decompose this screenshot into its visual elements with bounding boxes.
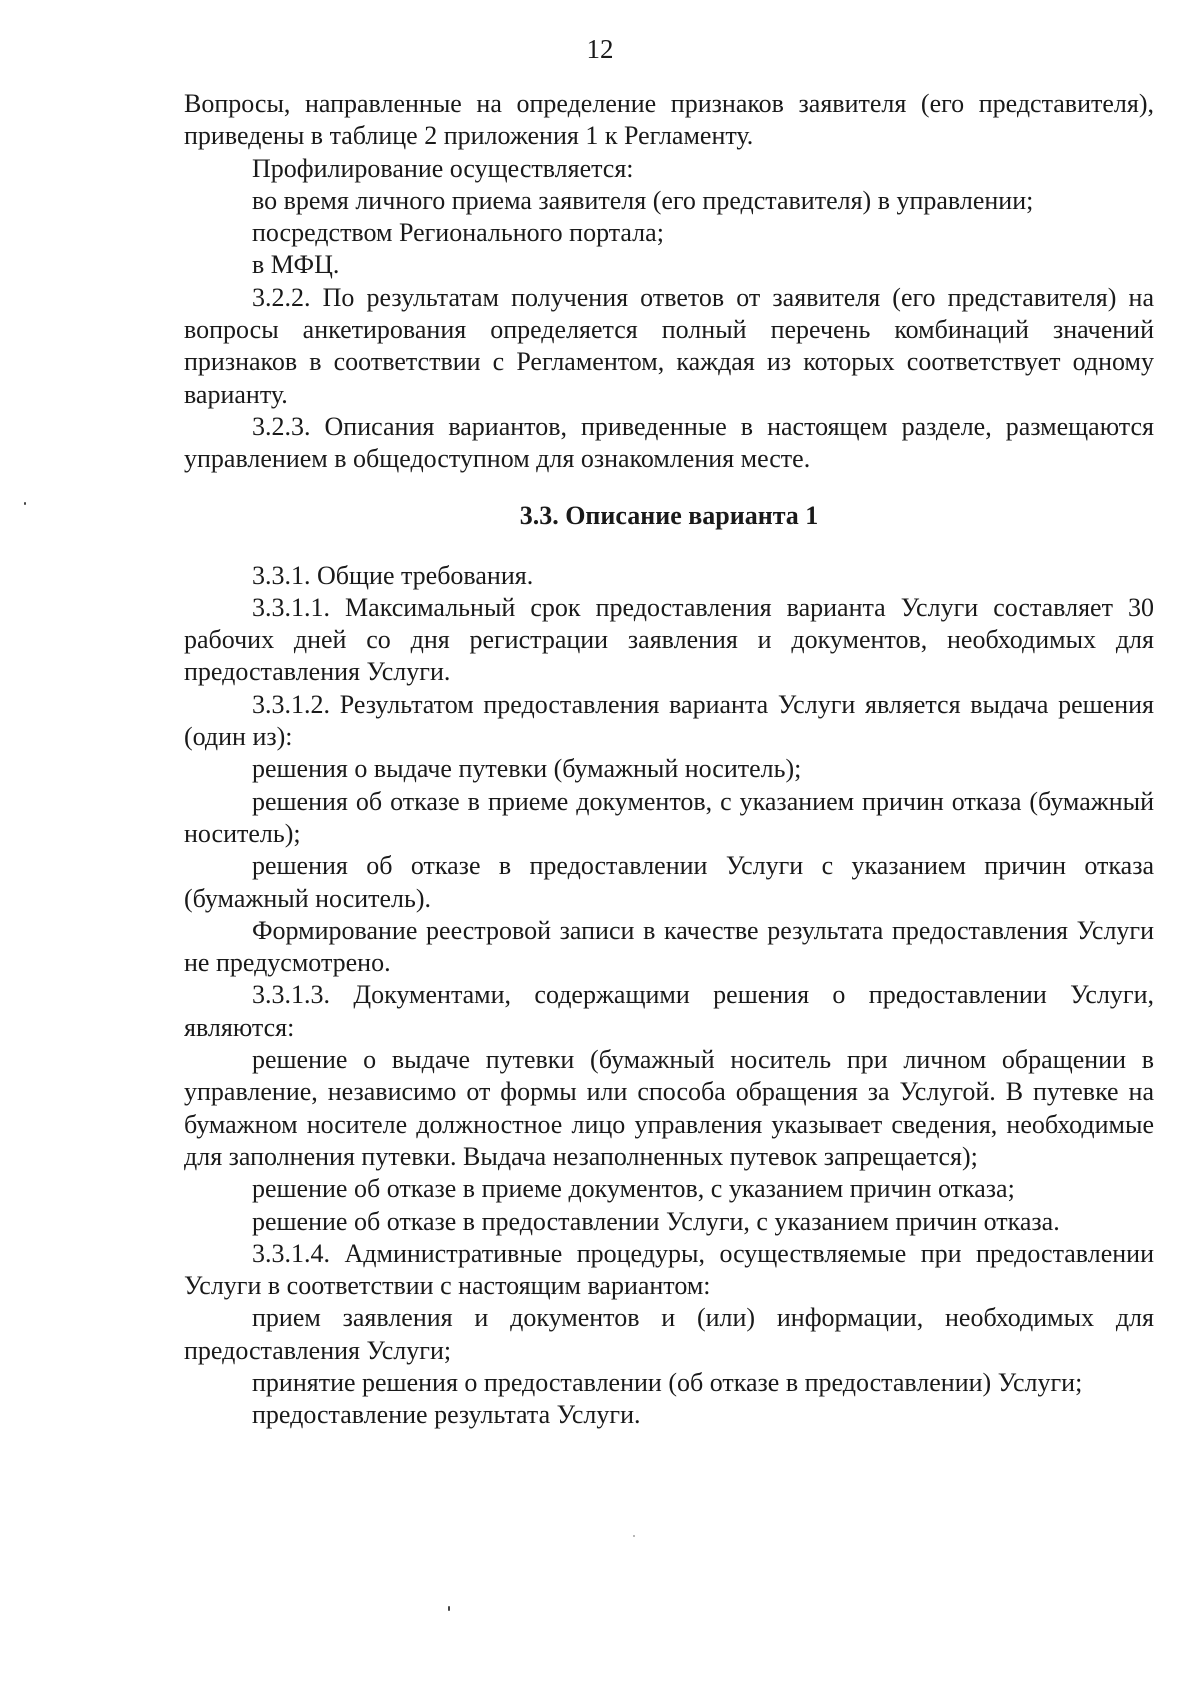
- scan-speck: [633, 1535, 635, 1537]
- paragraph: 3.3.1.1. Максимальный срок предоставления варианта Услуги составляет 30 рабочих дней со дня регистрации заявления и документов, необходимых для предоставления Услуги.: [184, 592, 1154, 687]
- paragraph: 3.3.1. Общие требования.: [252, 560, 534, 590]
- list-item: решения об отказе в приеме документов, с указанием причин отказа (бумажный носитель);: [184, 786, 1154, 848]
- paragraph: Профилирование осуществляется:: [252, 153, 634, 183]
- list-item: решение об отказе в приеме документов, с указанием причин отказа;: [252, 1174, 1015, 1204]
- paragraph: 3.3.1.3. Документами, содержащими решения о предоставлении Услуги, являются:: [184, 980, 1154, 1042]
- list-item: решения об отказе в предоставлении Услуги с указанием причин отказа (бумажный носитель).: [184, 851, 1154, 913]
- paragraph: 3.2.3. Описания вариантов, приведенные в настоящем разделе, размещаются управлением в общедоступном для ознакомления месте.: [184, 411, 1154, 474]
- list-item: принятие решения о предоставлении (об отказе в предоставлении) Услуги;: [252, 1367, 1083, 1397]
- document-body: [184, 88, 1154, 1432]
- paragraph: 3.3.1.4. Административные процедуры, осуществляемые при предоставлении Услуги в соответствии с настоящим вариантом:: [184, 1238, 1154, 1301]
- scan-speck: [448, 1606, 450, 1611]
- paragraph: Вопросы, направленные на определение признаков заявителя (его представителя), приведены в таблице 2 приложения 1 к Регламенту.: [184, 89, 1154, 151]
- section-heading: 3.3. Описание варианта 1: [519, 500, 819, 530]
- paragraph: Формирование реестровой записи в качестве результата предоставления Услуги не предусмотрено.: [184, 915, 1154, 978]
- page-number: 12: [586, 34, 614, 64]
- list-item: решение о выдаче путевки (бумажный носитель при личном обращении в управление, независимо от формы или способа обращения за Услугой. В путевке на бумажном носителе должностное лицо управления указывает сведения, необходимые для заполнения путевки. Выдача незаполненных путевок запрещается);: [184, 1045, 1154, 1171]
- list-item: в МФЦ.: [252, 250, 340, 280]
- list-item: решение об отказе в предоставлении Услуги, с указанием причин отказа.: [252, 1206, 1060, 1236]
- list-item: решения о выдаче путевки (бумажный носитель);: [252, 754, 802, 784]
- paragraph: 3.3.1.2. Результатом предоставления варианта Услуги является выдача решения (один из):: [184, 689, 1154, 752]
- scan-speck: [24, 502, 26, 505]
- list-item: прием заявления и документов и (или) информации, необходимых для предоставления Услуги;: [184, 1303, 1154, 1365]
- list-item: во время личного приема заявителя (его представителя) в управлении;: [252, 185, 1034, 215]
- list-item: предоставление результата Услуги.: [252, 1400, 641, 1430]
- paragraph: 3.2.2. По результатам получения ответов от заявителя (его представителя) на вопросы анкетирования определяется полный перечень комбинаций значений признаков в соответствии с Регламентом, каждая из которых соответствует одному варианту.: [184, 282, 1154, 409]
- list-item: посредством Регионального портала;: [252, 218, 664, 248]
